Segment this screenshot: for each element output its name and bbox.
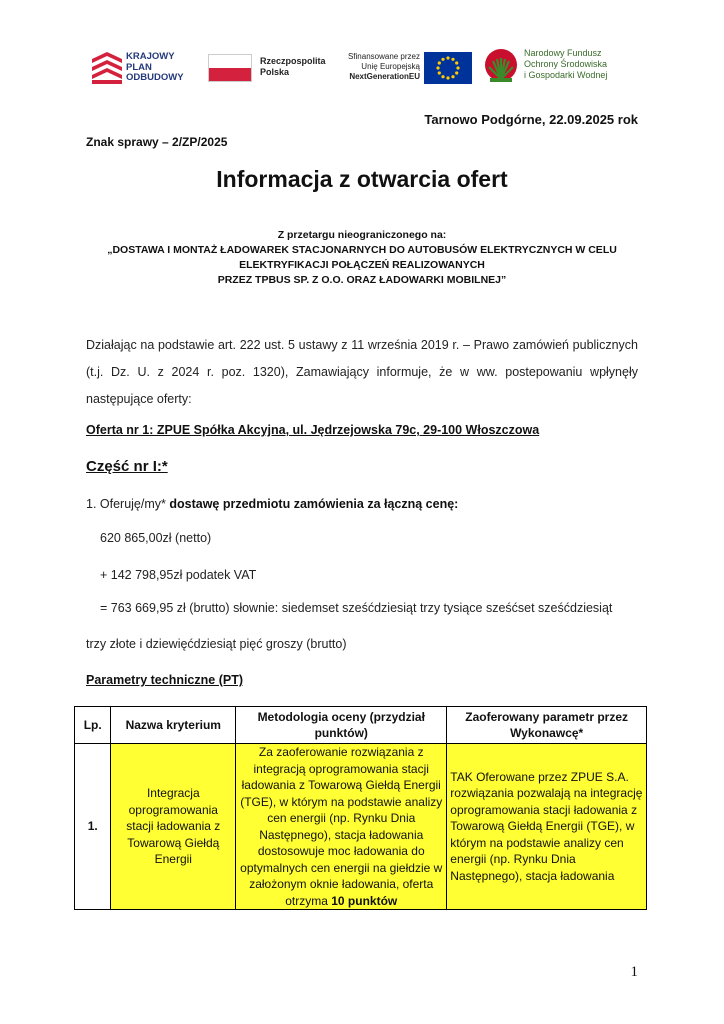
kpo-line-1: KRAJOWY [126,51,175,62]
cell-criterion-name: Integracja oprogramowania stacji ładowania z Towarową Giełdą Energii [111,744,236,910]
subtitle-line-4: PRZEZ TPBUS SP. Z O.O. ORAZ ŁADOWARKI MOBILNEJ” [217,274,507,286]
gross-price-line-2: trzy złote i dziewięćdziesiąt pięć groszy (brutto) [86,637,347,651]
nf-line-2: Ochrony Środowiska [524,59,608,69]
subtitle-line-2: „DOSTAWA I MONTAŻ ŁADOWAREK STACJONARNYCH DO AUTOBUSÓW ELEKTRYCZNYCH W CELU [107,244,617,256]
vat-amount: + 142 798,95zł podatek VAT [100,568,257,582]
cell-method-text: Za zaoferowanie rozwiązania z integracją oprogramowania stacji ładowania z Towarową Giełdą Energii (TGE), w którym na podstawie analizy cen energii (np. Rynku Dnia Następnego), stacja ładowania dostosowuje moc ładowania do optymalnych cen energii na giełdzie w założonym oknie ładowania, oferta otrzyma [240,745,443,908]
cell-lp: 1. [75,744,111,910]
kpo-line-2: PLAN [126,61,152,73]
subtitle-line-1: Z przetargu nieograniczonego na: [277,229,447,241]
kpo-logo-icon [92,52,122,86]
nf-line-3: i Gospodarki Wodnej [524,70,608,80]
price-statement [86,497,458,511]
header-criterion-name: Nazwa kryterium [111,707,236,744]
document-title: Informacja z otwarcia ofert [216,166,508,192]
header-lp: Lp. [75,707,111,744]
header-logos [92,44,632,92]
cell-method [236,744,447,910]
nf-line-1: Narodowy Fundusz [524,48,602,58]
gross-price-line-1: = 763 669,95 zł (brutto) słownie: siedemset sześćdziesiąt trzy tysiące sześćset sześćdziesiąt [100,601,613,615]
polish-flag-icon [208,54,252,82]
intro-paragraph: Działając na podstawie art. 222 ust. 5 ustawy z 11 września 2019 r. – Prawo zamówień publicznych (t.j. Dz. U. z 2024 r. poz. 1320), Zamawiający informuje, że w ww. postepowaniu wpłynęły następujące oferty: [86,338,638,406]
part-heading: Część nr I:* [86,458,168,475]
tender-subject [60,228,664,288]
kpo-line-3: ODBUDOWY [126,72,184,83]
eu-line-3: NextGenerationEU [349,72,420,81]
offer-heading: Oferta nr 1: ZPUE Spółka Akcyjna, ul. Jędrzejowska 79c, 29-100 Włoszczowa [86,423,540,437]
header-offered: Zaoferowany parametr przez Wykonawcę* [447,707,647,744]
technical-params-table [74,706,647,910]
cell-method-points: 10 punktów [331,893,398,908]
net-price: 620 865,00zł (netto) [100,531,212,545]
cell-offered: TAK Oferowane przez ZPUE S.A. rozwiązania pozwalają na integrację oprogramowania stacji ładowania z Towarową Giełdą Energii (TGE), w którym na podstawie analizy cen energii (np. Rynku Dnia Następnego), stacja ładowania [447,744,647,910]
eu-line-1: Sfinansowane przez [347,52,420,61]
case-number: Znak sprawy – 2/ZP/2025 [86,135,228,149]
rp-line-1: Rzeczpospolita [260,56,326,66]
price-statement-prefix: 1. Oferuję/my* [86,497,166,511]
nfosigw-logo-icon [484,48,518,86]
eu-flag-icon [424,52,472,84]
eu-line-2: Unię Europejską [361,62,420,71]
rp-line-2: Polska [260,67,290,77]
table-row [75,744,647,910]
page-number: 1 [630,964,638,980]
price-statement-bold: dostawę przedmiotu zamówienia za łączną cenę: [169,497,459,511]
technical-params-heading: Parametry techniczne (PT) [86,673,243,687]
header-method: Metodologia oceny (przydział punktów) [236,707,447,744]
document-date: Tarnowo Podgórne, 22.09.2025 rok [424,112,638,127]
table-header-row [75,707,647,744]
subtitle-line-3: ELEKTRYFIKACJI POŁĄCZEŃ REALIZOWANYCH [239,259,485,271]
